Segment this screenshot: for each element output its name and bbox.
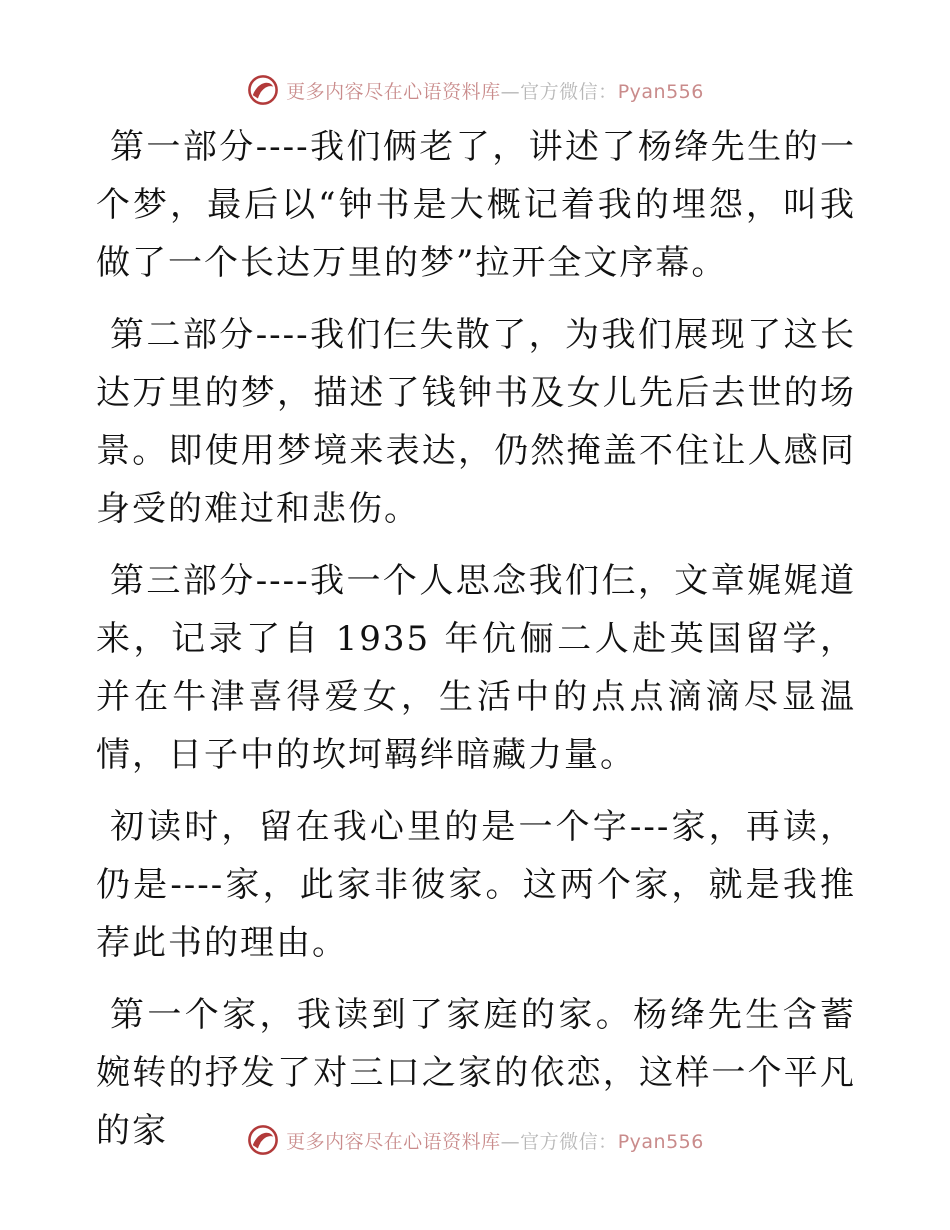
paragraph: 初读时，留在我心里的是一个字---家，再读，仍是----家，此家非彼家。这两个家，就是我推荐此书的理由。 <box>96 807 856 963</box>
red-swirl-logo-icon <box>246 1123 280 1157</box>
header-banner <box>0 70 950 110</box>
footer-banner <box>0 1120 950 1160</box>
paragraph: 第二部分----我们仨失散了，为我们展现了这长达万里的梦，描述了钱钟书及女儿先后去世的场景。即使用梦境来表达，仍然掩盖不住让人感同身受的难过和悲伤。 <box>96 315 856 529</box>
paragraph: 第一部分----我们俩老了，讲述了杨绛先生的一个梦，最后以“钟书是大概记着我的埋怨，叫我做了一个长达万里的梦”拉开全文序幕。 <box>96 127 856 283</box>
document-body <box>96 118 856 1174</box>
paragraph: 第三部分----我一个人思念我们仨，文章娓娓道来，记录了自 1935 年伉俪二人赴英国留学，并在牛津喜得爱女，生活中的点点滴滴尽显温情，日子中的坎坷羁绊暗藏力量。 <box>96 561 856 775</box>
banner-text: 更多内容尽在心语资料库—官方微信：Pyan556 <box>286 1130 704 1153</box>
red-swirl-logo-icon <box>246 73 280 107</box>
banner-text: 更多内容尽在心语资料库—官方微信：Pyan556 <box>286 80 704 103</box>
paragraph: 第一个家，我读到了家庭的家。杨绛先生含蓄婉转的抒发了对三口之家的依恋，这样一个平凡的家 <box>96 995 856 1151</box>
